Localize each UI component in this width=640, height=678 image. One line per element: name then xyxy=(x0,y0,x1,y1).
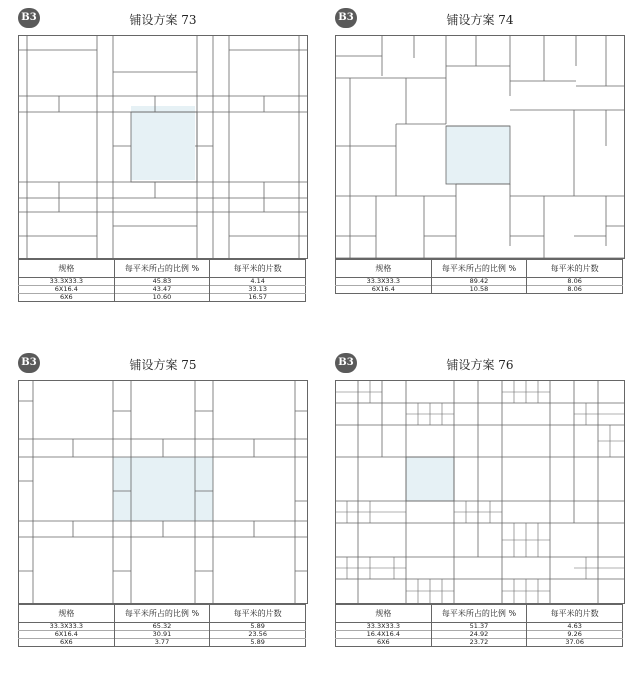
series-badge: B3 xyxy=(18,353,40,373)
cell-count: 5.89 xyxy=(210,623,306,631)
cell-spec: 6X6 xyxy=(19,294,115,302)
cell-spec: 33.3X33.3 xyxy=(19,278,115,286)
spec-table xyxy=(335,604,623,647)
cell-spec: 33.3X33.3 xyxy=(336,623,432,631)
spec-table xyxy=(18,259,306,302)
cell-count: 8.06 xyxy=(527,286,623,294)
panel-title: 铺设方案 75 xyxy=(129,358,197,372)
table-row xyxy=(336,286,623,294)
cell-ratio: 30.91 xyxy=(114,631,210,639)
series-badge: B3 xyxy=(335,8,357,28)
header-ratio: 每平米所占的比例 % xyxy=(431,260,527,278)
table-row xyxy=(19,639,306,647)
cell-spec: 16.4X16.4 xyxy=(336,631,432,639)
cell-count: 9.26 xyxy=(527,631,623,639)
header-spec: 规格 xyxy=(19,260,115,278)
cell-ratio: 43.47 xyxy=(114,286,210,294)
header-spec: 规格 xyxy=(336,605,432,623)
header-count: 每平米的片数 xyxy=(210,260,306,278)
cell-spec: 6X6 xyxy=(336,639,432,647)
cell-ratio: 23.72 xyxy=(431,639,527,647)
cell-ratio: 65.32 xyxy=(114,623,210,631)
header-spec: 规格 xyxy=(19,605,115,623)
tile-pattern-drawing xyxy=(18,380,308,604)
header-count: 每平米的片数 xyxy=(210,605,306,623)
cell-spec: 6X16.4 xyxy=(19,631,115,639)
header-count: 每平米的片数 xyxy=(527,605,623,623)
cell-spec: 6X6 xyxy=(19,639,115,647)
cell-count: 16.57 xyxy=(210,294,306,302)
cell-ratio: 45.83 xyxy=(114,278,210,286)
cell-count: 23.56 xyxy=(210,631,306,639)
table-row xyxy=(336,639,623,647)
cell-count: 37.06 xyxy=(527,639,623,647)
cell-count: 33.13 xyxy=(210,286,306,294)
header-spec: 规格 xyxy=(336,260,432,278)
page-top-edge xyxy=(0,0,640,4)
cell-count: 4.63 xyxy=(527,623,623,631)
cell-spec: 33.3X33.3 xyxy=(19,623,115,631)
tile-pattern-drawing xyxy=(335,380,625,604)
spec-table xyxy=(18,604,306,647)
series-badge: B3 xyxy=(18,8,40,28)
panel-title: 铺设方案 76 xyxy=(446,358,514,372)
header-ratio: 每平米所占的比例 % xyxy=(431,605,527,623)
cell-count: 4.14 xyxy=(210,278,306,286)
cell-ratio: 89.42 xyxy=(431,278,527,286)
tile-pattern-drawing xyxy=(18,35,308,259)
tile-pattern-drawing xyxy=(335,35,625,259)
header-ratio: 每平米所占的比例 % xyxy=(114,260,210,278)
cell-ratio: 10.58 xyxy=(431,286,527,294)
panel-title: 铺设方案 73 xyxy=(129,13,197,27)
cell-count: 8.06 xyxy=(527,278,623,286)
cell-ratio: 24.92 xyxy=(431,631,527,639)
cell-ratio: 3.77 xyxy=(114,639,210,647)
series-badge: B3 xyxy=(335,353,357,373)
cell-count: 5.89 xyxy=(210,639,306,647)
table-row xyxy=(19,294,306,302)
cell-spec: 33.3X33.3 xyxy=(336,278,432,286)
header-count: 每平米的片数 xyxy=(527,260,623,278)
spec-table xyxy=(335,259,623,294)
panel-title: 铺设方案 74 xyxy=(446,13,514,27)
cell-spec: 6X16.4 xyxy=(336,286,432,294)
cell-ratio: 10.60 xyxy=(114,294,210,302)
header-ratio: 每平米所占的比例 % xyxy=(114,605,210,623)
cell-ratio: 51.37 xyxy=(431,623,527,631)
cell-spec: 6X16.4 xyxy=(19,286,115,294)
